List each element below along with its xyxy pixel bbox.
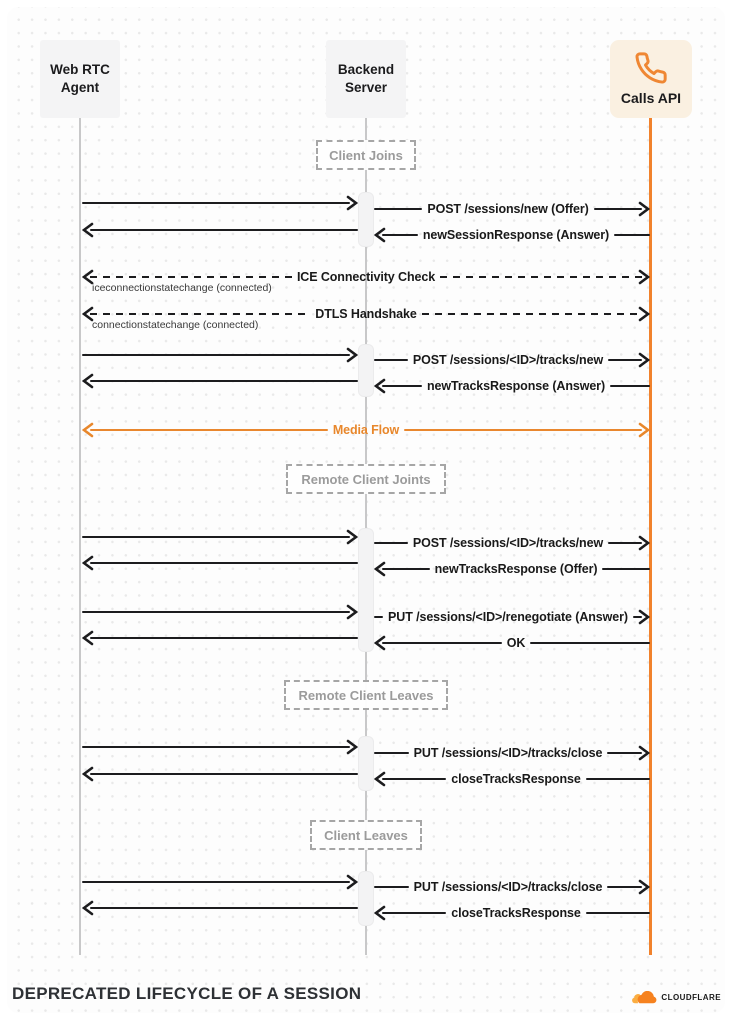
arrowhead-right-icon	[346, 874, 358, 890]
message-segment	[82, 900, 358, 916]
message-label: POST /sessions/new (Offer)	[427, 202, 589, 216]
arrowhead-right-icon	[638, 535, 650, 551]
arrow-line	[382, 642, 502, 645]
message-label: POST /sessions/<ID>/tracks/new	[412, 536, 604, 550]
arrowhead-right-icon	[346, 529, 358, 545]
arrow-line	[82, 202, 350, 205]
arrow-line	[614, 234, 650, 237]
arrow-line	[90, 276, 292, 279]
arrowhead-right-icon	[638, 306, 650, 322]
arrowhead-right-icon	[638, 745, 650, 761]
section-label: Remote Client Joints	[301, 471, 431, 487]
message-label: newSessionResponse (Answer)	[422, 228, 610, 242]
arrow-line	[82, 611, 350, 614]
message-segment	[82, 874, 358, 890]
arrow-line	[607, 752, 642, 755]
arrow-line	[530, 642, 650, 645]
arrowhead-right-icon	[346, 604, 358, 620]
message-segment	[82, 347, 358, 363]
arrowhead-right-icon	[638, 609, 650, 625]
arrowhead-right-icon	[346, 739, 358, 755]
message-segment	[374, 905, 650, 921]
phone-icon	[634, 51, 668, 85]
arrow-line	[594, 208, 642, 211]
arrow-line	[90, 229, 358, 232]
section-box	[284, 680, 448, 710]
section-box	[310, 820, 422, 850]
arrow-line	[374, 752, 409, 755]
arrow-line	[404, 429, 642, 432]
message-segment	[374, 227, 650, 243]
message-label: DTLS Handshake	[315, 307, 417, 321]
arrowhead-right-icon	[346, 347, 358, 363]
arrow-line	[90, 907, 358, 910]
message-label: closeTracksResponse	[451, 772, 581, 786]
message-sublabel: iceconnectionstatechange (connected)	[92, 282, 272, 294]
arrow-line	[374, 616, 383, 619]
message-label: POST /sessions/<ID>/tracks/new	[412, 353, 604, 367]
section-label: Client Joins	[329, 147, 403, 163]
arrow-line	[90, 313, 310, 316]
actor-box-calls-api	[610, 40, 692, 118]
activation-bar	[358, 528, 374, 652]
message-label: newTracksResponse (Offer)	[434, 562, 598, 576]
message-segment	[374, 879, 650, 895]
arrow-line	[608, 359, 642, 362]
message-segment	[82, 739, 358, 755]
message-segment	[82, 529, 358, 545]
message-label: PUT /sessions/<ID>/tracks/close	[413, 746, 603, 760]
message-label: Media Flow	[332, 423, 400, 437]
message-segment	[374, 561, 650, 577]
arrow-line	[374, 208, 422, 211]
arrowhead-right-icon	[638, 422, 650, 438]
cloudflare-cloud-icon	[632, 991, 658, 1004]
arrow-line	[382, 385, 422, 388]
arrow-line	[382, 912, 446, 915]
message-sublabel: connectionstatechange (connected)	[92, 319, 259, 331]
arrow-line	[586, 912, 650, 915]
actor-label: Backend Server	[337, 61, 395, 95]
lifeline-webrtc-agent	[79, 118, 81, 955]
message-label: ICE Connectivity Check	[296, 270, 436, 284]
message-label: PUT /sessions/<ID>/renegotiate (Answer)	[388, 610, 628, 624]
arrowhead-right-icon	[638, 201, 650, 217]
message-segment	[374, 771, 650, 787]
arrow-line	[82, 536, 350, 539]
arrow-line	[374, 542, 408, 545]
section-box	[316, 140, 416, 170]
arrow-line	[586, 778, 650, 781]
arrow-line	[602, 568, 650, 571]
arrow-line	[610, 385, 650, 388]
section-label: Remote Client Leaves	[298, 687, 434, 703]
message-segment	[374, 535, 650, 551]
arrow-line	[382, 568, 430, 571]
message-segment	[82, 222, 358, 238]
arrow-line	[82, 354, 350, 357]
message-label: OK	[506, 636, 526, 650]
section-label: Client Leaves	[324, 827, 408, 843]
actor-label: Calls API	[620, 89, 682, 106]
arrow-line	[374, 359, 408, 362]
message-label: closeTracksResponse	[451, 906, 581, 920]
arrow-line	[82, 881, 350, 884]
arrow-line	[90, 429, 328, 432]
message-segment	[374, 609, 650, 625]
page-title: DEPRECATED LIFECYCLE OF A SESSION	[12, 984, 362, 1003]
actor-box-backend-server	[326, 40, 406, 118]
message-segment	[374, 352, 650, 368]
message-span	[82, 422, 650, 438]
arrow-line	[90, 562, 358, 565]
arrow-line	[374, 886, 409, 889]
arrow-line	[422, 313, 642, 316]
message-segment	[374, 378, 650, 394]
arrow-line	[90, 773, 358, 776]
arrowhead-right-icon	[346, 195, 358, 211]
arrow-line	[440, 276, 642, 279]
message-segment	[374, 201, 650, 217]
arrowhead-right-icon	[638, 879, 650, 895]
activation-bar	[358, 871, 374, 926]
activation-bar	[358, 344, 374, 397]
arrow-line	[607, 886, 642, 889]
message-segment	[82, 604, 358, 620]
message-segment	[82, 195, 358, 211]
brand-name: CLOUDFLARE	[661, 993, 721, 1002]
arrow-line	[90, 637, 358, 640]
message-segment	[374, 635, 650, 651]
message-label: PUT /sessions/<ID>/tracks/close	[413, 880, 603, 894]
message-label: newTracksResponse (Answer)	[426, 379, 606, 393]
arrow-line	[82, 746, 350, 749]
actor-box-webrtc-agent	[40, 40, 120, 118]
arrowhead-right-icon	[638, 269, 650, 285]
message-segment	[82, 373, 358, 389]
actor-label: Web RTC Agent	[50, 61, 110, 95]
arrow-line	[608, 542, 642, 545]
message-segment	[374, 745, 650, 761]
activation-bar	[358, 192, 374, 247]
arrowhead-right-icon	[638, 352, 650, 368]
section-box	[286, 464, 446, 494]
arrow-line	[90, 380, 358, 383]
arrow-line	[382, 234, 418, 237]
message-segment	[82, 766, 358, 782]
message-segment	[82, 630, 358, 646]
activation-bar	[358, 736, 374, 791]
arrow-line	[382, 778, 446, 781]
message-segment	[82, 555, 358, 571]
cloudflare-logo	[632, 991, 721, 1004]
